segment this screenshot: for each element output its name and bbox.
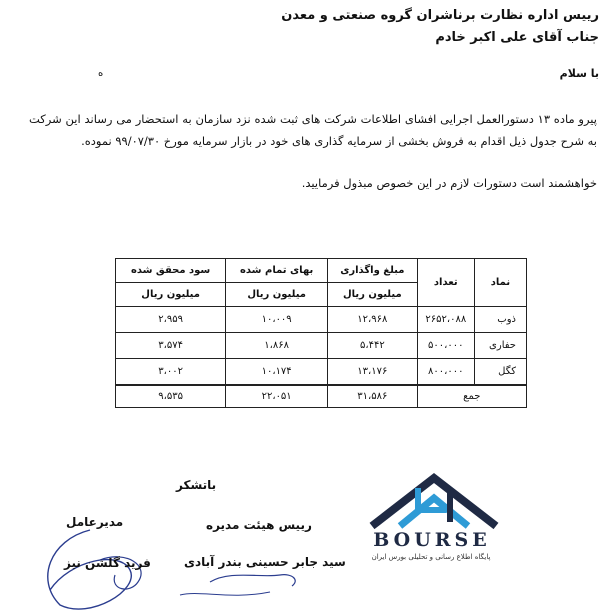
unit-cost: میلیون ریال bbox=[226, 283, 328, 307]
closing: باتشکر bbox=[176, 478, 217, 492]
cell-count: ۸۰۰،۰۰۰ bbox=[417, 359, 474, 386]
page-mark: ه bbox=[98, 68, 104, 79]
body-request: خواهشمند است دستورات لازم در این خصوص مبذول فرمایید. bbox=[301, 176, 597, 190]
greeting: با سلام bbox=[559, 67, 599, 80]
cell-profit: ۳،۵۷۴ bbox=[116, 333, 226, 359]
total-profit: ۹،۵۳۵ bbox=[116, 385, 226, 408]
cell-sale-amount: ۱۲،۹۶۸ bbox=[328, 307, 418, 333]
recipient-title: رییس اداره نظارت برناشران گروه صنعتی و معدن bbox=[281, 8, 599, 23]
header-cost: بهای تمام شده bbox=[226, 259, 328, 283]
header-sale-amount: مبلغ واگذاری bbox=[328, 259, 418, 283]
total-sale-amount: ۳۱،۵۸۶ bbox=[328, 385, 418, 408]
table-row bbox=[116, 307, 527, 333]
cell-profit: ۳،۰۰۲ bbox=[116, 359, 226, 386]
letter-body bbox=[29, 108, 597, 194]
recipient-name: جناب آقای علی اکبر خادم bbox=[435, 30, 599, 45]
cell-cost: ۱،۸۶۸ bbox=[226, 333, 328, 359]
logo-subtitle: پایگاه اطلاع رسانی و تحلیلی بورس ایران bbox=[371, 553, 491, 561]
chairman-name: سید جابر حسینی بندر آبادی bbox=[184, 555, 346, 569]
total-label: جمع bbox=[417, 385, 526, 408]
sales-table bbox=[115, 258, 527, 408]
cell-symbol: ذوب bbox=[474, 307, 526, 333]
bourse-logo-icon bbox=[354, 470, 514, 580]
cell-sale-amount: ۱۳،۱۷۶ bbox=[328, 359, 418, 386]
header-symbol: نماد bbox=[474, 259, 526, 307]
unit-sale-amount: میلیون ریال bbox=[328, 283, 418, 307]
chairman-title: رییس هیئت مدیره bbox=[206, 518, 312, 532]
cell-profit: ۲،۹۵۹ bbox=[116, 307, 226, 333]
ceo-title: مدیرعامل bbox=[66, 515, 124, 529]
cell-count: ۵۰۰،۰۰۰ bbox=[417, 333, 474, 359]
cell-cost: ۱۰،۰۰۹ bbox=[226, 307, 328, 333]
header-count: تعداد bbox=[417, 259, 474, 307]
header-profit: سود محقق شده bbox=[116, 259, 226, 283]
ceo-name: فرید گلشن نیز bbox=[64, 556, 151, 570]
cell-count: ۲۶۵۲،۰۸۸ bbox=[417, 307, 474, 333]
table-row bbox=[116, 359, 527, 386]
unit-profit: میلیون ریال bbox=[116, 283, 226, 307]
table-row bbox=[116, 333, 527, 359]
body-paragraph: پیرو ماده ۱۳ دستورالعمل اجرایی افشای اطلاعات شرکت های ثبت شده نزد سازمان به استحضار می رساند این شرکت به شرح جدول ذیل اقدام به فروش بخشی از سرمایه گذاری های خود در بازار سرمایه مورخ ۹۹/۰۷/۳۰ نموده. bbox=[29, 112, 597, 148]
total-cost: ۲۲،۰۵۱ bbox=[226, 385, 328, 408]
table-total-row bbox=[116, 385, 527, 408]
cell-symbol: کگل bbox=[474, 359, 526, 386]
cell-cost: ۱۰،۱۷۴ bbox=[226, 359, 328, 386]
cell-symbol: حفاری bbox=[474, 333, 526, 359]
cell-sale-amount: ۵،۴۴۲ bbox=[328, 333, 418, 359]
logo-wordmark: BOURSE bbox=[373, 529, 491, 551]
